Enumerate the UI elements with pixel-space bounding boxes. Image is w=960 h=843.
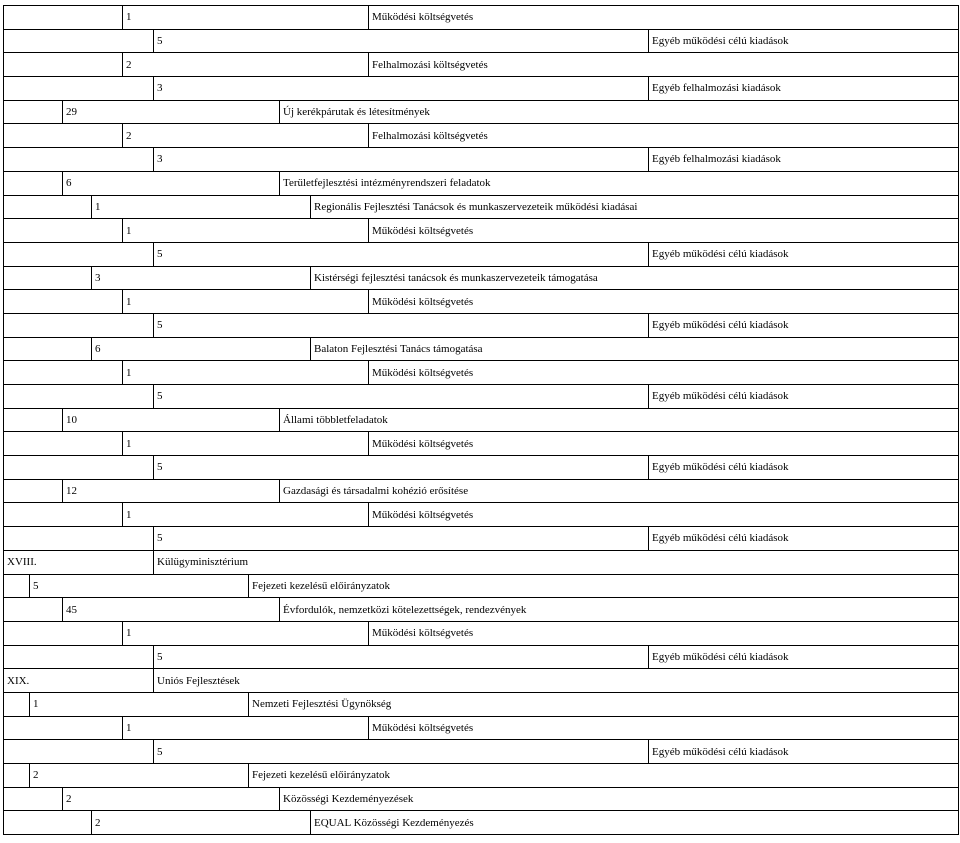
indent-cell	[4, 53, 123, 77]
row-code: 1	[92, 195, 311, 219]
row-code: 5	[154, 242, 649, 266]
row-code: 2	[123, 53, 369, 77]
table-row	[4, 219, 959, 243]
row-name: Közösségi Kezdeményezések	[280, 787, 959, 811]
indent-cell	[4, 692, 30, 716]
budget-table	[3, 5, 959, 835]
indent-cell	[4, 6, 123, 30]
row-name: Működési költségvetés	[369, 621, 959, 645]
row-code: 12	[63, 479, 280, 503]
indent-cell	[4, 787, 63, 811]
indent-cell	[4, 503, 123, 527]
budget-table-body	[4, 6, 959, 835]
row-code: 1	[123, 6, 369, 30]
row-name: Egyéb működési célú kiadások	[649, 740, 959, 764]
row-name: Működési költségvetés	[369, 503, 959, 527]
row-name: Egyéb működési célú kiadások	[649, 242, 959, 266]
row-name: Egyéb működési célú kiadások	[649, 527, 959, 551]
row-code: 1	[123, 219, 369, 243]
table-row	[4, 195, 959, 219]
table-row	[4, 764, 959, 788]
table-row	[4, 361, 959, 385]
row-name: Kistérségi fejlesztési tanácsok és munkaszervezeteik támogatása	[311, 266, 959, 290]
indent-cell	[4, 195, 92, 219]
row-code: 2	[123, 124, 369, 148]
table-row	[4, 408, 959, 432]
row-name: Gazdasági és társadalmi kohézió erősítése	[280, 479, 959, 503]
row-code: 2	[92, 811, 311, 835]
row-code: 5	[154, 527, 649, 551]
table-row	[4, 456, 959, 480]
row-code: 5	[154, 456, 649, 480]
row-name: Külügyminisztérium	[154, 550, 959, 574]
indent-cell	[4, 361, 123, 385]
row-code: XVIII.	[4, 550, 154, 574]
table-row	[4, 171, 959, 195]
row-code: 5	[154, 385, 649, 409]
indent-cell	[4, 645, 154, 669]
row-code: 45	[63, 598, 280, 622]
table-row	[4, 266, 959, 290]
table-row	[4, 598, 959, 622]
row-code: XIX.	[4, 669, 154, 693]
row-name: Működési költségvetés	[369, 6, 959, 30]
indent-cell	[4, 716, 123, 740]
table-row	[4, 337, 959, 361]
row-name: Egyéb működési célú kiadások	[649, 645, 959, 669]
indent-cell	[4, 29, 154, 53]
table-row	[4, 692, 959, 716]
row-name: Felhalmozási költségvetés	[369, 124, 959, 148]
row-code: 1	[123, 503, 369, 527]
row-code: 3	[154, 148, 649, 172]
indent-cell	[4, 527, 154, 551]
row-name: Egyéb működési célú kiadások	[649, 456, 959, 480]
row-name: Egyéb működési célú kiadások	[649, 29, 959, 53]
indent-cell	[4, 574, 30, 598]
row-code: 6	[63, 171, 280, 195]
row-code: 1	[30, 692, 249, 716]
indent-cell	[4, 479, 63, 503]
indent-cell	[4, 432, 123, 456]
row-name: Egyéb működési célú kiadások	[649, 313, 959, 337]
indent-cell	[4, 811, 92, 835]
row-code: 5	[154, 645, 649, 669]
table-row	[4, 621, 959, 645]
row-code: 1	[123, 716, 369, 740]
table-row	[4, 669, 959, 693]
row-name: Uniós Fejlesztések	[154, 669, 959, 693]
table-row	[4, 77, 959, 101]
indent-cell	[4, 764, 30, 788]
indent-cell	[4, 124, 123, 148]
row-code: 2	[30, 764, 249, 788]
row-name: EQUAL Közösségi Kezdeményezés	[311, 811, 959, 835]
indent-cell	[4, 313, 154, 337]
row-code: 3	[154, 77, 649, 101]
row-name: Egyéb felhalmozási kiadások	[649, 77, 959, 101]
indent-cell	[4, 266, 92, 290]
row-name: Egyéb felhalmozási kiadások	[649, 148, 959, 172]
row-code: 1	[123, 361, 369, 385]
row-name: Évfordulók, nemzetközi kötelezettségek, rendezvények	[280, 598, 959, 622]
row-code: 10	[63, 408, 280, 432]
table-row	[4, 479, 959, 503]
row-name: Felhalmozási költségvetés	[369, 53, 959, 77]
indent-cell	[4, 598, 63, 622]
table-row	[4, 242, 959, 266]
table-row	[4, 124, 959, 148]
row-code: 5	[30, 574, 249, 598]
indent-cell	[4, 408, 63, 432]
row-code: 5	[154, 29, 649, 53]
row-name: Nemzeti Fejlesztési Ügynökség	[249, 692, 959, 716]
indent-cell	[4, 148, 154, 172]
row-code: 1	[123, 290, 369, 314]
row-name: Működési költségvetés	[369, 432, 959, 456]
table-row	[4, 574, 959, 598]
row-name: Balaton Fejlesztési Tanács támogatása	[311, 337, 959, 361]
row-name: Fejezeti kezelésű előirányzatok	[249, 574, 959, 598]
row-code: 1	[123, 621, 369, 645]
row-name: Regionális Fejlesztési Tanácsok és munkaszervezeteik működési kiadásai	[311, 195, 959, 219]
row-code: 2	[63, 787, 280, 811]
indent-cell	[4, 740, 154, 764]
table-row	[4, 432, 959, 456]
row-name: Új kerékpárutak és létesítmények	[280, 100, 959, 124]
indent-cell	[4, 337, 92, 361]
table-row	[4, 811, 959, 835]
row-code: 29	[63, 100, 280, 124]
row-code: 5	[154, 313, 649, 337]
row-code: 1	[123, 432, 369, 456]
row-name: Fejezeti kezelésű előirányzatok	[249, 764, 959, 788]
row-name: Működési költségvetés	[369, 290, 959, 314]
table-row	[4, 645, 959, 669]
row-code: 5	[154, 740, 649, 764]
row-name: Egyéb működési célú kiadások	[649, 385, 959, 409]
row-name: Működési költségvetés	[369, 219, 959, 243]
row-name: Állami többletfeladatok	[280, 408, 959, 432]
indent-cell	[4, 100, 63, 124]
table-row	[4, 527, 959, 551]
table-row	[4, 290, 959, 314]
table-row	[4, 503, 959, 527]
table-row	[4, 148, 959, 172]
indent-cell	[4, 219, 123, 243]
table-row	[4, 29, 959, 53]
table-row	[4, 716, 959, 740]
indent-cell	[4, 171, 63, 195]
row-code: 3	[92, 266, 311, 290]
indent-cell	[4, 456, 154, 480]
row-name: Működési költségvetés	[369, 361, 959, 385]
indent-cell	[4, 242, 154, 266]
row-code: 6	[92, 337, 311, 361]
table-row	[4, 550, 959, 574]
table-row	[4, 385, 959, 409]
indent-cell	[4, 385, 154, 409]
table-row	[4, 740, 959, 764]
indent-cell	[4, 290, 123, 314]
indent-cell	[4, 621, 123, 645]
indent-cell	[4, 77, 154, 101]
table-row	[4, 787, 959, 811]
row-name: Működési költségvetés	[369, 716, 959, 740]
table-row	[4, 53, 959, 77]
table-row	[4, 6, 959, 30]
row-name: Területfejlesztési intézményrendszeri feladatok	[280, 171, 959, 195]
table-row	[4, 100, 959, 124]
table-row	[4, 313, 959, 337]
